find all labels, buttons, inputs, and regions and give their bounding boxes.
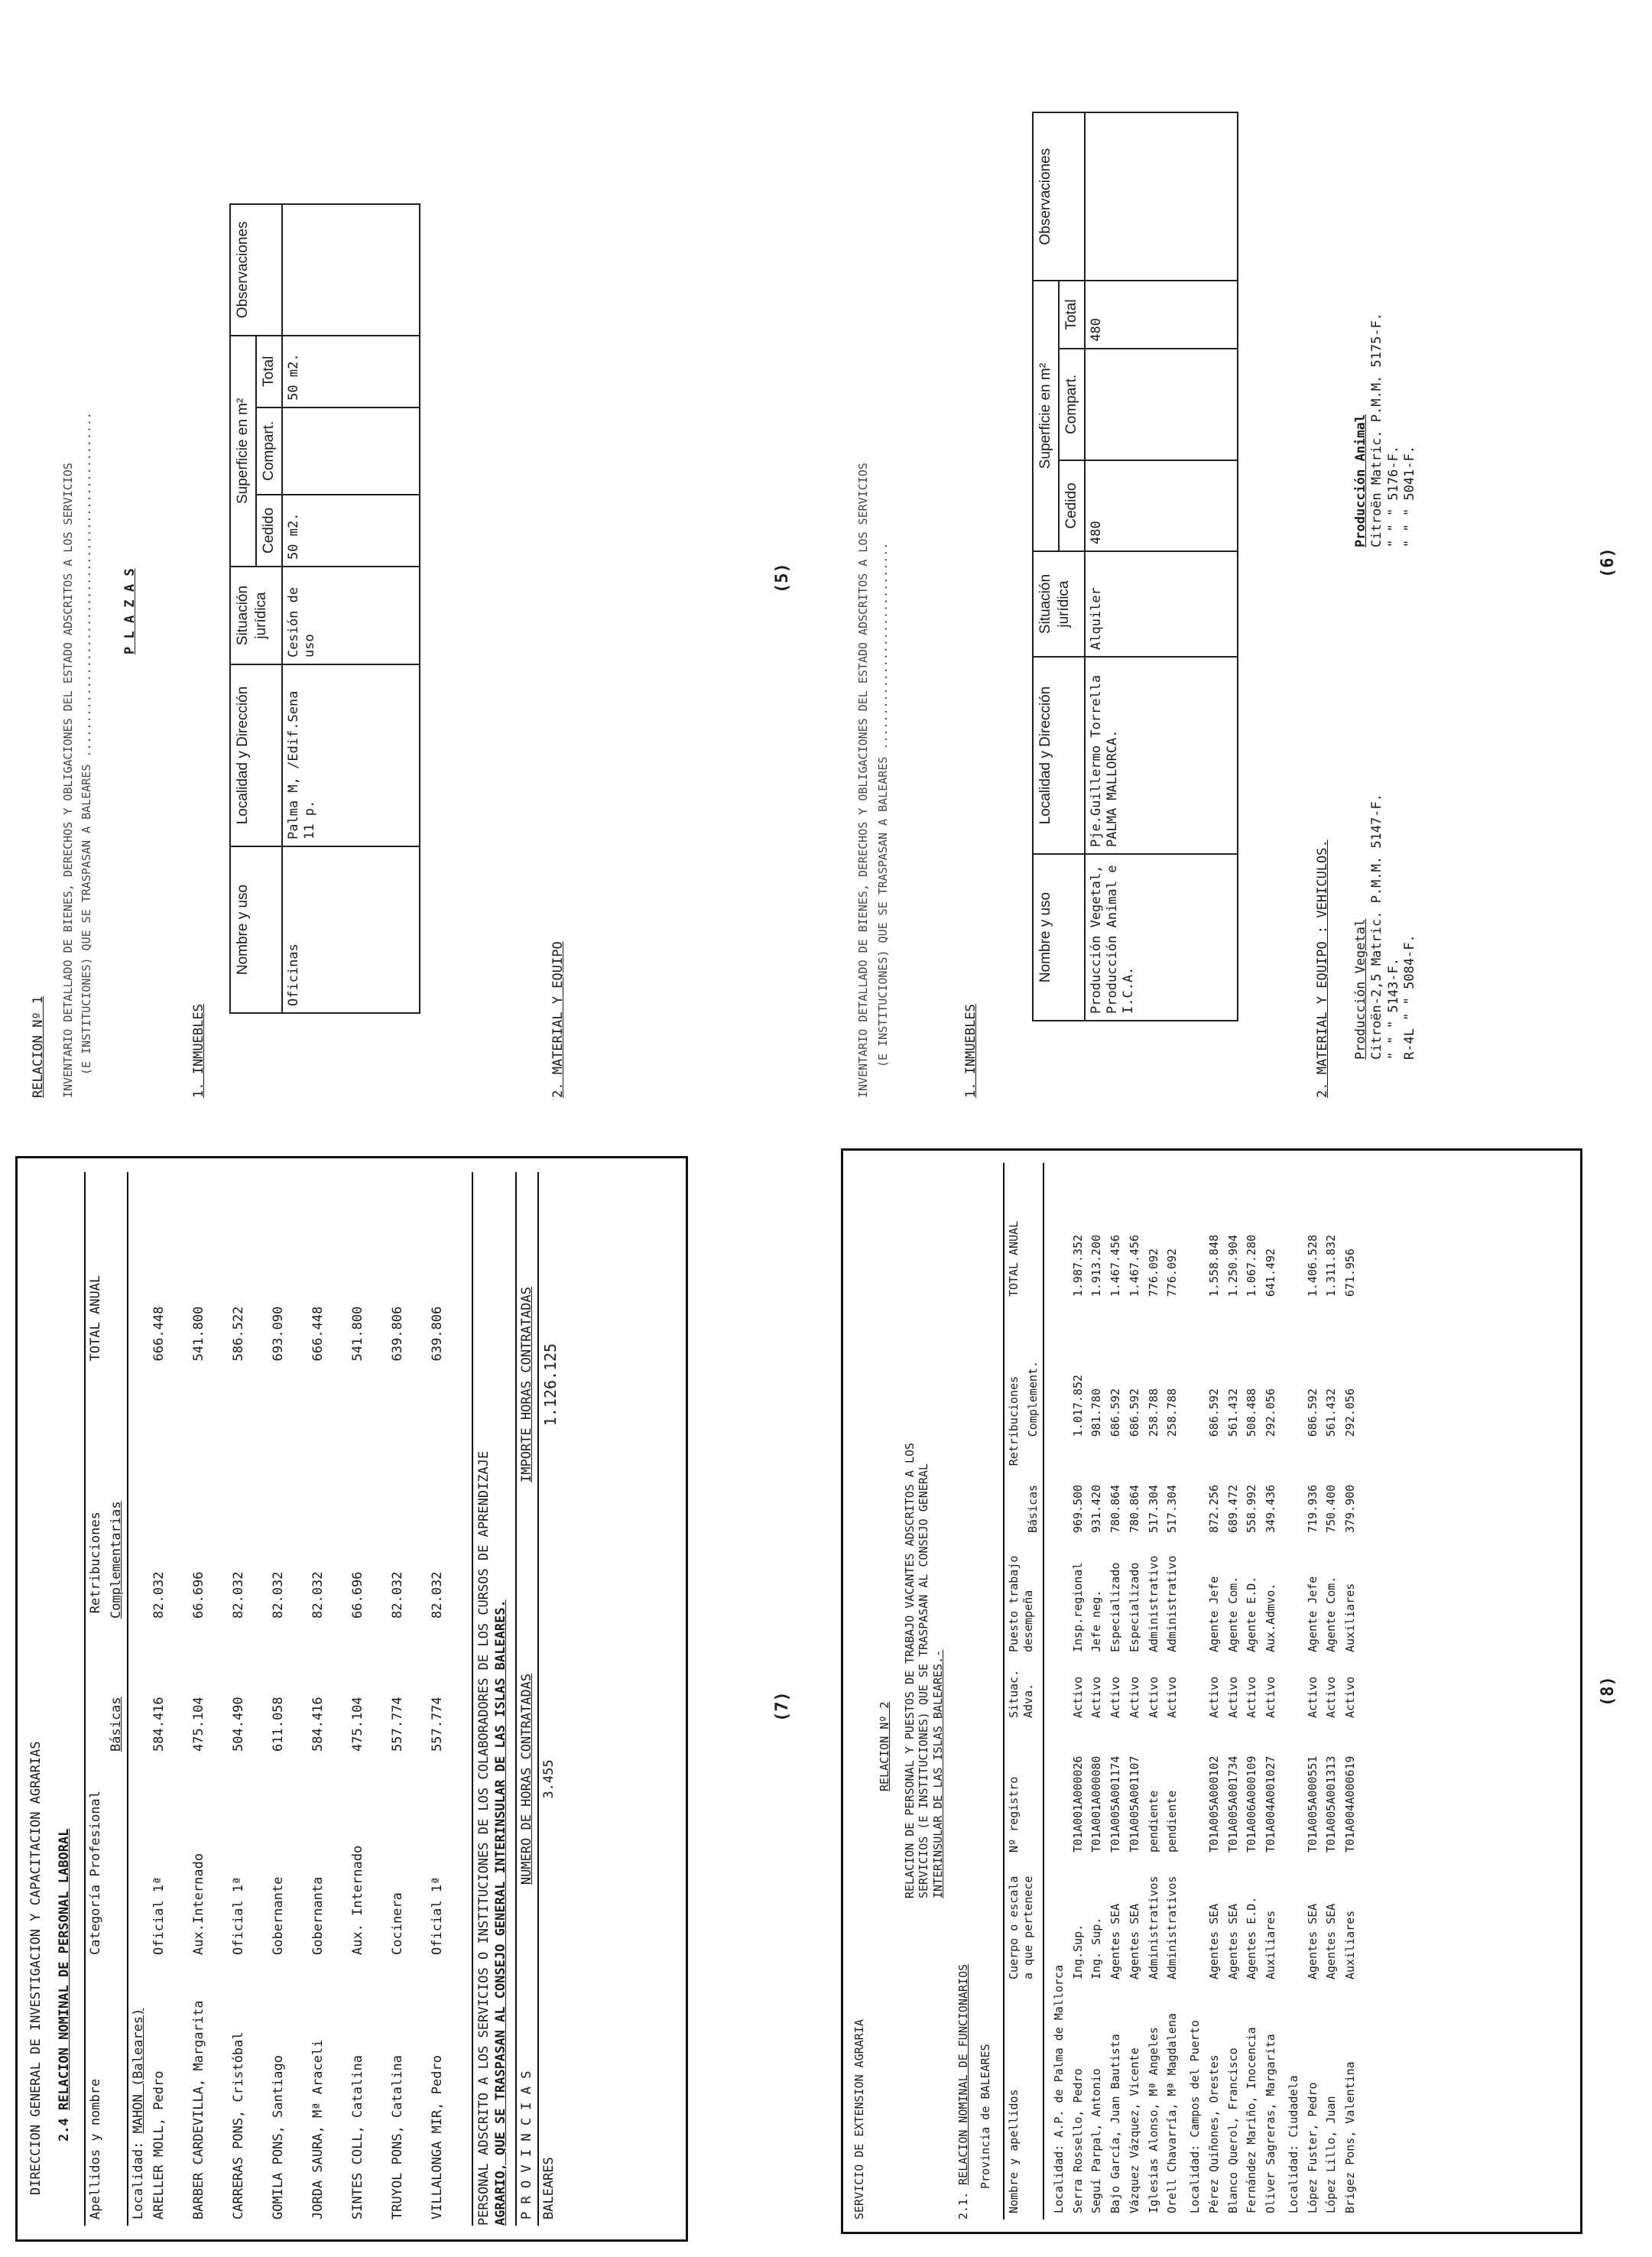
col-nombre: Nombre y uso — [1033, 854, 1085, 1021]
cell-total: 666.448 — [151, 1306, 167, 1362]
cell-total: 1.250.904 — [1225, 1234, 1240, 1297]
direccion-title: DIRECCION GENERAL DE INVESTIGACION Y CAPACITACION AGRARIAS — [28, 1741, 44, 2195]
cell-situacion: Activo — [1089, 1676, 1104, 1718]
cell-total: 639.806 — [430, 1306, 446, 1362]
servicio-title: SERVICIO DE EXTENSION AGRARIA — [852, 2019, 866, 2220]
cell-nombre: Fernández Mariño, Inocencia — [1245, 2027, 1259, 2213]
table-row — [538, 1172, 584, 2226]
table-row — [1341, 1163, 1360, 2220]
cell-puesto: Aux.Admvo. — [1264, 1583, 1277, 1652]
table-row — [1224, 1163, 1243, 2220]
col-complementarias: Complement. — [1026, 1360, 1040, 1437]
cell-situacion: Activo — [1206, 1676, 1221, 1718]
cell-complementarias: 82.032 — [231, 1571, 247, 1619]
cell-basicas: 517.304 — [1146, 1484, 1160, 1533]
inmuebles-table — [1032, 112, 1238, 1021]
inmuebles-table — [229, 203, 420, 1014]
cell-compart — [1085, 349, 1238, 460]
cell-basicas: 611.058 — [271, 1697, 287, 1752]
section-inmuebles: 1. INMUEBLES — [191, 1004, 206, 1098]
col-complementarias: Complementarias — [108, 1501, 124, 1619]
table-row — [1144, 1163, 1164, 2220]
cell-puesto: Administrativo — [1165, 1555, 1180, 1652]
cell-nombre: Brigez Pons, Valentina — [1343, 2061, 1357, 2213]
cell-cuerpo: Agentes SEA — [1225, 1903, 1240, 1979]
cell-total: 1.467.456 — [1127, 1234, 1141, 1297]
cell-nombre: Oficinas — [282, 846, 420, 1013]
cell-puesto: Agente Jefe — [1206, 1576, 1221, 1652]
cell-total: 641.492 — [1264, 1248, 1277, 1297]
cell-nombre: Oliver Sagreras, Margarita — [1264, 2034, 1277, 2213]
col-observaciones: Observaciones — [230, 204, 282, 336]
cell-puesto: Especializado — [1127, 1562, 1141, 1652]
intro-line-1: RELACION DE PERSONAL Y PUESTOS DE TRABAJO VACANTES ADSCRITOS A LOS — [902, 1442, 917, 1898]
cell-complementarias: 258.788 — [1146, 1388, 1160, 1437]
cell-cuerpo: Auxiliares — [1264, 1910, 1277, 1979]
cell-cuerpo: Agentes SEA — [1206, 1903, 1221, 1979]
table-row — [229, 1172, 268, 2226]
col-localidad: Localidad y Dirección — [1033, 657, 1085, 854]
cell-situacion: Activo — [1108, 1676, 1122, 1718]
cell-basicas: 349.436 — [1264, 1484, 1277, 1533]
cell-categoria: Gobernante — [271, 1876, 287, 1955]
col-cedido: Cedido — [256, 495, 282, 567]
cell-categoria: Cocinera — [390, 1892, 406, 1955]
cell-nombre: Orell Chavarría, Mª Magdalena — [1165, 2013, 1180, 2213]
page-8 — [826, 1128, 1652, 2257]
col-localidad: Localidad y Dirección — [230, 664, 282, 846]
cell-cuerpo: Agentes SEA — [1305, 1903, 1319, 1979]
cell-situacion: Alquiler — [1085, 551, 1238, 657]
cell-cuerpo: Agentes SEA — [1324, 1903, 1339, 1979]
funcionarios-table — [1003, 1163, 1360, 2220]
page-5 — [0, 0, 826, 1128]
cell-basicas: 780.864 — [1108, 1484, 1122, 1533]
cell-basicas: 558.992 — [1245, 1484, 1259, 1533]
cell-nombre: Vázquez Vázquez, Vicente — [1127, 2048, 1141, 2213]
table-row — [1125, 1163, 1144, 2220]
cell-puesto: Especializado — [1108, 1562, 1122, 1652]
cell-complementarias: 82.032 — [151, 1571, 167, 1619]
cell-puesto: Agente Com. — [1225, 1576, 1240, 1652]
cell-total: 1.558.848 — [1206, 1234, 1221, 1297]
cell-cuerpo: Agentes SEA — [1108, 1903, 1122, 1979]
cell-registro: T01A005A001734 — [1225, 1755, 1240, 1853]
col-nombre: Nombre y uso — [230, 846, 282, 1013]
table-row — [388, 1172, 427, 2226]
col-compart: Compart. — [1059, 349, 1085, 460]
localidad-row: Localidad: A.P. de Palma de Mallorca — [1051, 1964, 1066, 2213]
intro-line-1: INVENTARIO DETALLADO DE BIENES, DERECHOS Y OBLIGACIONES DEL ESTADO ADSCRITOS A LOS SERVICIOS — [61, 463, 75, 1098]
cell-puesto: Agente Com. — [1324, 1576, 1339, 1652]
relacion-label: RELACION Nº 1 — [31, 995, 46, 1098]
cell-basicas: 504.490 — [231, 1697, 247, 1752]
provincia-label: Provincia de BALEARES — [978, 2044, 992, 2189]
cell-cuerpo: Ing.Sup. — [1070, 1924, 1085, 1979]
personal-laboral-table — [84, 1172, 468, 2226]
cell-registro: T01A005A001107 — [1127, 1755, 1141, 1853]
cell-nombre: VILLALONGA MIR, Pedro — [430, 2055, 446, 2220]
localidad-row: Localidad: Campos del Puerto — [1188, 2020, 1202, 2213]
cell-compart — [282, 408, 420, 495]
intro-line-2: (E INSTITUCIONES) QUE SE TRASPASAN A BALEARES .................................................. — [80, 412, 93, 1075]
col-basicas: Básicas — [108, 1697, 124, 1752]
relacion-number: 2.4 — [57, 2110, 73, 2142]
table-row — [348, 1172, 388, 2226]
cell-nombre: ARELLER MOLL, Pedro — [151, 2070, 167, 2220]
animal-line: Citroën Matric. P.M.M. 5175-F. — [1369, 312, 1385, 547]
col-importe: IMPORTE HORAS CONTRATADAS — [518, 1287, 534, 1482]
cell-basicas: 719.936 — [1305, 1484, 1319, 1533]
personal-line-1: PERSONAL ADSCRITO A LOS SERVICIOS O INSTITUCIONES DE LOS COLABORADORES DE LOS CURSOS DE APRENDIZAJE — [476, 1450, 492, 2226]
table-row — [1163, 1163, 1182, 2220]
cell-registro: pendiente — [1146, 1790, 1160, 1853]
localidad-row — [128, 1172, 149, 2226]
cell-nombre: Pérez Quiñones, Orestes — [1206, 2054, 1221, 2213]
cell-nombre: BARBER CARDEVILLA, Margarita — [191, 2000, 207, 2220]
page-number: (7) — [773, 1691, 792, 1722]
cell-nombre: JORDA SAURA, Mª Araceli — [310, 2039, 326, 2220]
col-situacion: Situac. Adva. — [1007, 1669, 1035, 1718]
cell-provincia: BALEARES — [541, 2157, 557, 2220]
cell-total: 1.067.280 — [1245, 1234, 1259, 1297]
intro-line-2: (E INSTITUCIONES) QUE SE TRASPASAN A BALEARES .............................. — [876, 542, 890, 1067]
cell-observaciones — [1085, 112, 1238, 281]
cell-registro: pendiente — [1165, 1790, 1180, 1853]
col-situacion: Situación jurídica — [1033, 551, 1085, 657]
personal-adscrito-note — [472, 1172, 509, 2226]
cell-basicas: 475.104 — [350, 1697, 366, 1752]
table-row — [189, 1172, 229, 2226]
col-total: TOTAL ANUAL — [87, 1275, 103, 1362]
col-puesto: Puesto trabajo desempeña — [1007, 1555, 1035, 1652]
cell-cuerpo: Ing. Sup. — [1089, 1917, 1104, 1979]
cell-total: 1.913.200 — [1089, 1234, 1104, 1297]
cell-registro: T01A005A000551 — [1305, 1755, 1319, 1853]
cell-puesto: Insp.regional — [1070, 1562, 1085, 1652]
col-superficie: Superficie en m² — [1033, 281, 1059, 551]
cell-nombre: TRUYOL PONS, Catalina — [390, 2055, 406, 2220]
cell-situacion: Activo — [1127, 1676, 1141, 1718]
cell-complementarias: 981.780 — [1089, 1388, 1104, 1437]
cell-basicas: 780.864 — [1127, 1484, 1141, 1533]
cell-total: 50 m2. — [282, 336, 420, 408]
page-number: (5) — [773, 563, 792, 593]
cell-nombre: Seguí Parpal, Antonio — [1089, 2068, 1104, 2213]
animal-line: " " " 5041-F. — [1401, 445, 1417, 547]
cell-complementarias: 292.056 — [1264, 1388, 1277, 1437]
cell-observaciones — [282, 204, 420, 336]
cell-localidad: Palma M, /Edif.Sena 11 p. — [282, 664, 420, 846]
cell-importe: 1.126.125 — [541, 1343, 560, 1427]
cell-complementarias: 82.032 — [430, 1571, 446, 1619]
cell-basicas: 750.400 — [1324, 1484, 1339, 1533]
table-row — [1205, 1163, 1224, 2220]
col-horas: NUMERO DE HORAS CONTRATADAS — [518, 1673, 534, 1885]
sub-text: RELACION NOMINAL DE FUNCIONARIOS — [956, 1963, 970, 2185]
personal-laboral-box — [15, 1156, 688, 2242]
cell-total: 1.311.832 — [1324, 1234, 1339, 1297]
cell-complementarias: 508.488 — [1245, 1388, 1259, 1437]
cell-complementarias: 66.696 — [350, 1571, 366, 1619]
vegetal-line: " " " 5143-F. — [1385, 957, 1401, 1060]
cell-basicas: 931.420 — [1089, 1484, 1104, 1533]
cell-situacion: Activo — [1070, 1676, 1085, 1718]
relacion-text: RELACION NOMINAL DE PERSONAL LABORAL — [57, 1828, 73, 2111]
cell-complementarias: 561.432 — [1225, 1388, 1240, 1437]
cell-categoria: Oficial 1ª — [231, 1876, 247, 1955]
cell-basicas: 584.416 — [151, 1697, 167, 1752]
relacion-title — [57, 1172, 73, 2142]
page-6 — [826, 0, 1652, 1128]
provincias-table — [515, 1172, 584, 2226]
cell-cuerpo: Agentes E.D. — [1245, 1896, 1259, 1979]
cell-total: 1.406.528 — [1305, 1234, 1319, 1297]
col-observaciones: Observaciones — [1033, 112, 1085, 281]
section-inmuebles: 1. INMUEBLES — [963, 1004, 979, 1098]
section-material — [1315, 839, 1331, 1098]
animal-block — [1353, 313, 1418, 547]
cell-complementarias: 686.592 — [1305, 1388, 1319, 1437]
table-row — [1106, 1163, 1125, 2220]
cell-total: 480 — [1085, 281, 1238, 348]
cell-nombre: Blanco Querol, Francisco — [1225, 2048, 1240, 2213]
sub-number: 2.1. — [956, 2184, 970, 2220]
intro-line-3: INTERINSULAR DE LAS ISLAS BALEARES.- — [931, 1649, 945, 1898]
intro-line-2: SERVICIOS (E INSTITUCIONES) QUE SE TRASPASAN AL CONSEJO GENERAL — [917, 1463, 931, 1898]
cell-puesto: Jefe neg. — [1089, 1590, 1104, 1652]
table-row — [1069, 1163, 1088, 2220]
cell-horas: 3.455 — [541, 1759, 557, 1799]
col-categoria: Categoría Profesional — [87, 1791, 103, 1955]
cell-nombre: Producción Vegetal, Producción Animal e I.C.A. — [1085, 854, 1238, 1021]
col-retribuciones: Retribuciones — [1007, 1375, 1021, 1466]
cell-basicas: 379.900 — [1343, 1484, 1357, 1533]
cell-cedido: 50 m2. — [282, 495, 420, 567]
cell-puesto: Administrativo — [1146, 1555, 1160, 1652]
cell-cedido: 480 — [1085, 460, 1238, 551]
table-row — [149, 1172, 189, 2226]
cell-registro: T01A004A001027 — [1264, 1755, 1277, 1853]
cell-registro: T01A005A000102 — [1206, 1755, 1221, 1853]
cell-total: 639.806 — [390, 1306, 406, 1362]
cell-situacion: Activo — [1245, 1676, 1259, 1718]
cell-situacion: Cesión de uso — [282, 567, 420, 664]
cell-basicas: 475.104 — [191, 1697, 207, 1752]
cell-basicas: 584.416 — [310, 1697, 326, 1752]
localidad-row: Localidad: Ciudadela — [1286, 2075, 1300, 2213]
cell-nombre: López Lillo, Juan — [1324, 2096, 1339, 2213]
cell-total: 541.800 — [191, 1306, 207, 1362]
col-basicas: Básicas — [1026, 1484, 1040, 1533]
cell-basicas: 557.774 — [390, 1697, 406, 1752]
cell-situacion: Activo — [1305, 1676, 1319, 1718]
cell-complementarias: 292.056 — [1343, 1388, 1357, 1437]
cell-cuerpo: Administrativos — [1165, 1875, 1180, 1979]
animal-line: " " " 5176-F. — [1385, 445, 1401, 547]
cell-registro: T01A001A000026 — [1070, 1755, 1085, 1853]
cell-cuerpo: Administrativos — [1146, 1875, 1160, 1979]
table-row — [1242, 1163, 1261, 2220]
cell-situacion: Activo — [1146, 1676, 1160, 1718]
cell-total: 1.987.352 — [1070, 1234, 1085, 1297]
table-row — [427, 1172, 467, 2226]
table-row — [1087, 1163, 1106, 2220]
cell-nombre: Serra Rossello, Pedro — [1070, 2068, 1085, 2213]
cell-complementarias: 686.592 — [1127, 1388, 1141, 1437]
page-number: (6) — [1598, 547, 1618, 578]
cell-puesto: Agente Jefe — [1305, 1576, 1319, 1652]
section-material-suffix: VEHICULOS. — [1315, 839, 1330, 918]
page-number: (8) — [1598, 1676, 1618, 1707]
funcionarios-box — [841, 1148, 1582, 2234]
col-compart: Compart. — [256, 408, 282, 495]
intro-line-1: INVENTARIO DETALLADO DE BIENES, DERECHOS Y OBLIGACIONES DEL ESTADO ADSCRITOS A LOS SERVICIOS — [856, 463, 870, 1098]
cell-cuerpo: Agentes SEA — [1127, 1903, 1141, 1979]
cell-situacion: Activo — [1225, 1676, 1240, 1718]
cell-total: 586.522 — [231, 1306, 247, 1362]
col-total: Total — [256, 336, 282, 408]
cell-total: 1.467.456 — [1108, 1234, 1122, 1297]
col-cuerpo: Cuerpo o escala a que pertenece — [1007, 1875, 1035, 1979]
cell-complementarias: 686.592 — [1206, 1388, 1221, 1437]
cell-total: 776.092 — [1165, 1248, 1180, 1297]
personal-line-2: AGRARIO, QUE SE TRASPASAN AL CONSEJO GENERAL INTERINSULAR DE LAS ISLAS BALEARES. — [492, 1599, 508, 2226]
vegetal-block — [1353, 794, 1418, 1060]
cell-nombre: CARRERAS PONS, Cristóbal — [231, 2031, 247, 2220]
cell-categoria: Oficial 1ª — [430, 1876, 446, 1955]
cell-situacion: Activo — [1343, 1676, 1357, 1718]
section-title: P L A Z A S — [122, 568, 138, 654]
cell-complementarias: 686.592 — [1108, 1388, 1122, 1437]
vegetal-line: Citroën-2,5 Matric. P.M.M. 5147-F. — [1369, 794, 1385, 1060]
cell-complementarias: 561.432 — [1324, 1388, 1339, 1437]
cell-complementarias: 82.032 — [310, 1571, 326, 1619]
cell-complementarias: 1.017.852 — [1070, 1374, 1085, 1437]
cell-basicas: 557.774 — [430, 1697, 446, 1752]
col-provincias: P R O V I N C I A S — [518, 2070, 534, 2220]
cell-cuerpo: Auxiliares — [1343, 1910, 1357, 1979]
cell-nombre: López Fuster, Pedro — [1305, 2082, 1319, 2213]
cell-nombre: SINTES COLL, Catalina — [350, 2055, 366, 2220]
cell-total: 776.092 — [1146, 1248, 1160, 1297]
page-7 — [0, 1128, 826, 2257]
table-row — [308, 1172, 348, 2226]
cell-situacion: Activo — [1165, 1676, 1180, 1718]
cell-complementarias: 258.788 — [1165, 1388, 1180, 1437]
col-registro: Nº registro — [1007, 1776, 1021, 1853]
col-total: TOTAL ANUAL — [1007, 1220, 1021, 1297]
sub-title — [956, 1163, 971, 2220]
col-superficie: Superficie en m² — [230, 336, 256, 567]
cell-registro: T01A005A001174 — [1108, 1755, 1122, 1853]
cell-complementarias: 82.032 — [390, 1571, 406, 1619]
col-situacion: Situación jurídica — [230, 567, 282, 664]
cell-registro: T01A005A001313 — [1324, 1755, 1339, 1853]
vegetal-line: R-4L " " 5084-F. — [1401, 934, 1417, 1060]
cell-nombre: GOMILA PONS, Santiago — [271, 2055, 287, 2220]
relacion-label: RELACION Nº 2 — [877, 1701, 891, 1791]
cell-total: 671.956 — [1343, 1248, 1357, 1297]
cell-total: 541.800 — [350, 1306, 366, 1362]
cell-situacion: Activo — [1324, 1676, 1339, 1718]
cell-basicas: 969.500 — [1070, 1484, 1085, 1533]
localidad-label: Localidad: — [131, 2133, 146, 2220]
cell-situacion: Activo — [1264, 1676, 1277, 1718]
cell-complementarias: 82.032 — [271, 1571, 287, 1619]
cell-categoria: Aux. Internado — [350, 1845, 366, 1955]
cell-registro: T01A006A000109 — [1245, 1755, 1259, 1853]
table-row — [1322, 1163, 1341, 2220]
cell-categoria: Oficial 1ª — [151, 1876, 167, 1955]
cell-complementarias: 66.696 — [191, 1571, 207, 1619]
vegetal-title: Producción Vegetal — [1353, 918, 1368, 1060]
section-material-prefix: 2. MATERIAL Y EQUIPO : — [1315, 917, 1330, 1098]
cell-basicas: 689.472 — [1225, 1484, 1240, 1533]
cell-total: 666.448 — [310, 1306, 326, 1362]
cell-total: 693.090 — [271, 1306, 287, 1362]
cell-nombre: Bajo García, Juan Bautista — [1108, 2034, 1122, 2213]
col-cedido: Cedido — [1059, 460, 1085, 551]
cell-nombre: Iglesias Alonso, Mª Angeles — [1146, 2027, 1160, 2213]
localidad-value: MAHON (Baleares) — [131, 2008, 146, 2134]
section-material: 2. MATERIAL Y EQUIPO — [550, 941, 566, 1098]
col-nombre: Nombre y apellidos — [1007, 2089, 1021, 2213]
cell-localidad: Pje.Guillermo Torrella PALMA MALLORCA. — [1085, 657, 1238, 854]
col-retribuciones: Retribuciones — [87, 1512, 103, 1614]
col-nombre: Apellidos y nombre — [87, 2078, 103, 2220]
table-row — [1303, 1163, 1323, 2220]
table-row — [1261, 1163, 1280, 2220]
cell-categoria: Gobernanta — [310, 1876, 326, 1955]
table-row — [268, 1172, 308, 2226]
cell-basicas: 872.256 — [1206, 1484, 1221, 1533]
cell-basicas: 517.304 — [1165, 1484, 1180, 1533]
animal-title: Producción Animal — [1353, 414, 1368, 547]
cell-registro: T01A004A000619 — [1343, 1755, 1357, 1853]
col-total: Total — [1059, 281, 1085, 348]
cell-categoria: Aux.Internado — [191, 1853, 207, 1955]
cell-puesto: Auxiliares — [1343, 1583, 1357, 1652]
cell-puesto: Agente E.D. — [1245, 1576, 1259, 1652]
cell-registro: T01A001A000080 — [1089, 1755, 1104, 1853]
